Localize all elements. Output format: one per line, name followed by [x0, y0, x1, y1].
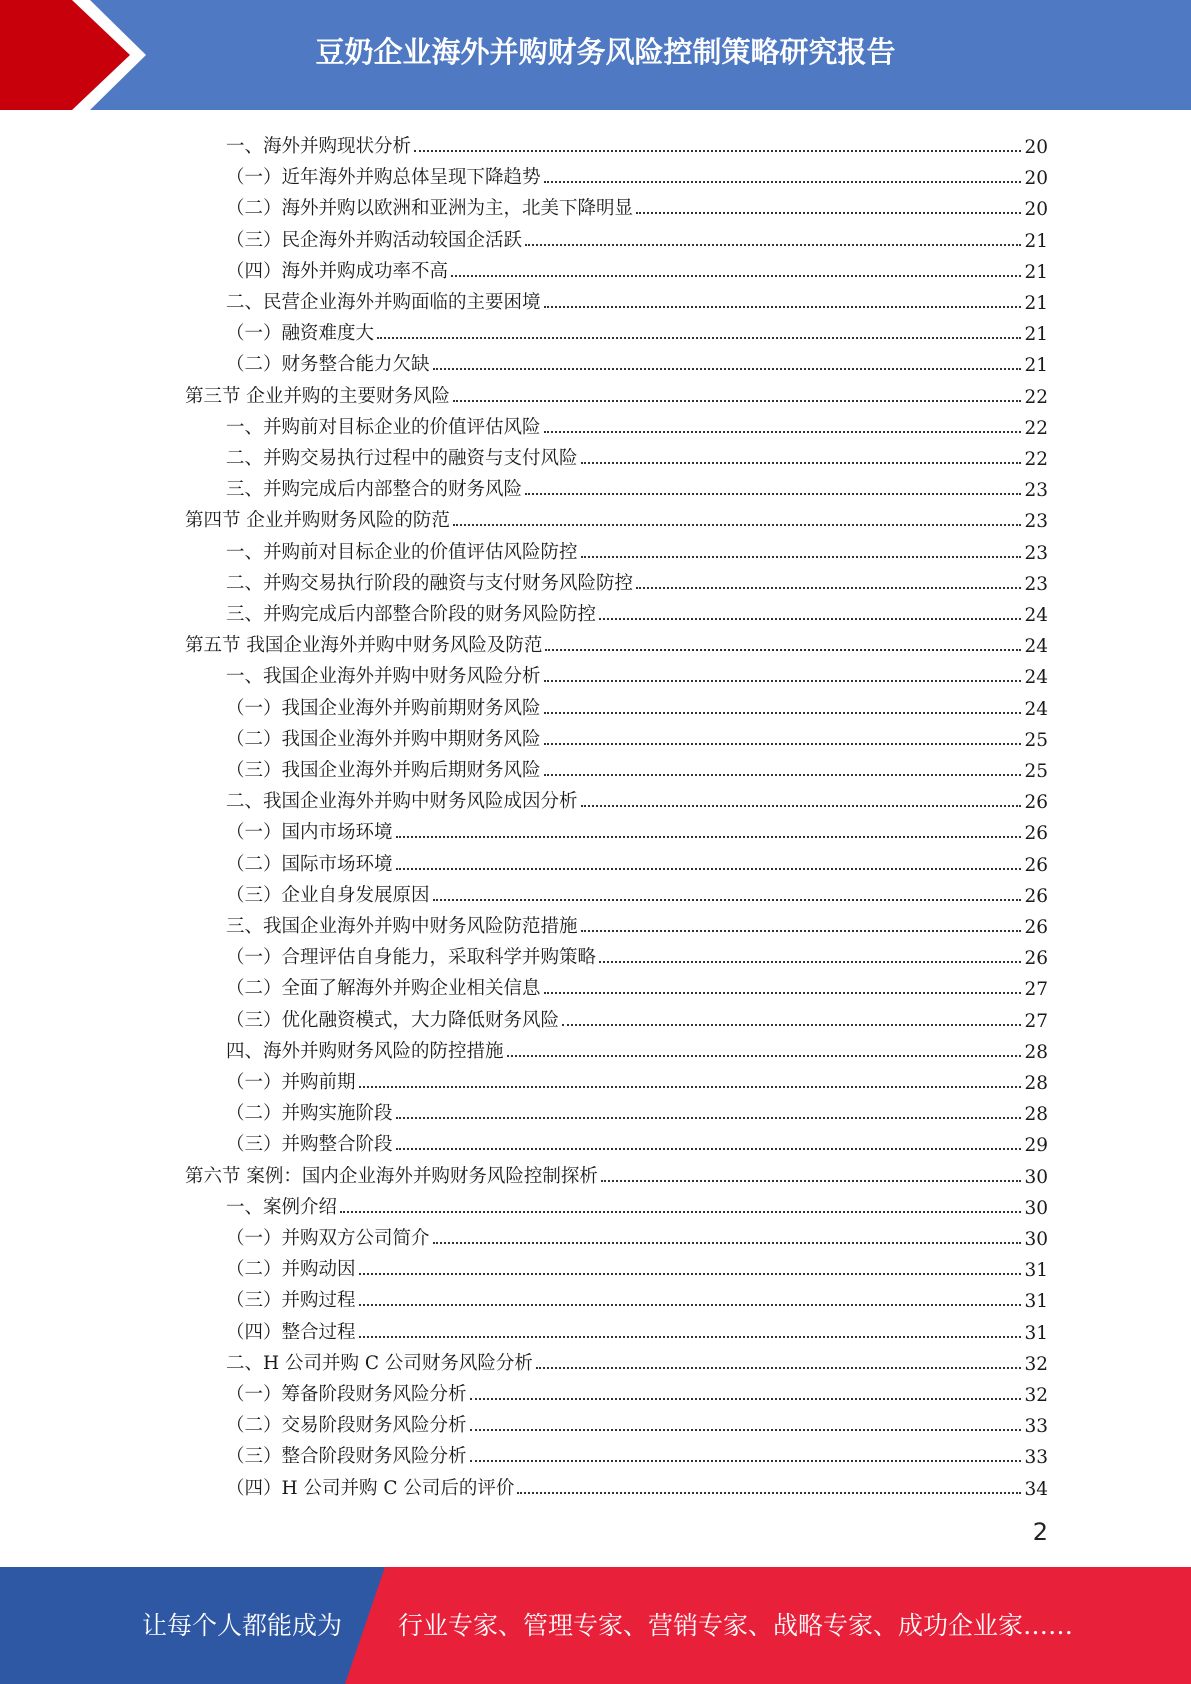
- toc-entry-page: 28: [1024, 1041, 1048, 1063]
- toc-entry[interactable]: [226, 533, 1048, 564]
- toc-entry[interactable]: [226, 1063, 1048, 1094]
- toc-entry-title: 一、我国企业海外并购中财务风险分析: [226, 666, 541, 688]
- toc-entry-page: 24: [1024, 698, 1048, 720]
- toc-entry-page: 23: [1024, 480, 1048, 502]
- toc-entry[interactable]: [226, 1313, 1048, 1344]
- toc-dot-leader: [414, 149, 1021, 152]
- toc-entry-page: 30: [1024, 1197, 1048, 1219]
- toc-dot-leader: [359, 1272, 1022, 1275]
- toc-entry[interactable]: [226, 1094, 1048, 1125]
- footer-slogan-left: 让每个人都能成为: [142, 1611, 343, 1640]
- page-footer: [0, 1567, 1191, 1684]
- toc-entry-page: 26: [1024, 917, 1048, 938]
- toc-entry-title: （一）合理评估自身能力，采取科学并购策略: [226, 947, 597, 969]
- toc-entry[interactable]: [226, 595, 1048, 626]
- toc-dot-leader: [581, 555, 1022, 558]
- toc-entry-title: （四）整合过程: [226, 1321, 356, 1343]
- toc-dot-leader: [636, 586, 1021, 589]
- toc-entry-title: （四）H 公司并购 C 公司后的评价: [226, 1477, 515, 1499]
- toc-entry-title: （二）我国企业海外并购中期财务风险: [226, 728, 541, 750]
- toc-entry-title: （四）海外并购成功率不高: [226, 260, 449, 282]
- page-number: 2: [1032, 1518, 1048, 1546]
- toc-entry-page: 25: [1024, 761, 1048, 782]
- toc-entry[interactable]: [185, 1157, 1048, 1188]
- toc-dot-leader: [544, 991, 1022, 994]
- footer-slogan-right: 行业专家、管理专家、营销专家、战略专家、成功企业家……: [398, 1611, 1074, 1640]
- toc-entry[interactable]: [226, 1469, 1048, 1500]
- toc-entry[interactable]: [226, 1125, 1048, 1156]
- toc-dot-leader: [396, 867, 1022, 870]
- toc-dot-leader: [453, 523, 1022, 526]
- toc-entry[interactable]: [185, 377, 1048, 408]
- toc-entry[interactable]: [226, 283, 1048, 314]
- toc-entry[interactable]: [226, 845, 1048, 876]
- toc-entry[interactable]: [226, 813, 1048, 844]
- toc-entry-title: 第三节 企业并购的主要财务风险: [185, 385, 450, 407]
- toc-entry-page: 23: [1024, 573, 1048, 595]
- toc-entry-page: 31: [1024, 1322, 1048, 1344]
- toc-entry[interactable]: [226, 189, 1048, 220]
- toc-entry[interactable]: [226, 158, 1048, 189]
- toc-entry-page: 32: [1024, 1353, 1048, 1375]
- toc-entry-title: 二、并购交易执行过程中的融资与支付风险: [226, 448, 578, 469]
- toc-entry-title: 一、案例介绍: [226, 1196, 338, 1218]
- toc-entry-page: 21: [1024, 261, 1048, 283]
- toc-entry-page: 30: [1024, 1166, 1048, 1188]
- toc-entry[interactable]: [226, 314, 1048, 345]
- toc-dot-leader: [396, 1116, 1022, 1119]
- toc-entry-title: （二）并购动因: [226, 1259, 356, 1281]
- toc-entry-title: 一、海外并购现状分析: [226, 136, 412, 157]
- toc-entry[interactable]: [226, 1032, 1048, 1063]
- toc-entry-page: 28: [1024, 1104, 1048, 1126]
- toc-dot-leader: [451, 274, 1021, 277]
- toc-entry-page: 27: [1024, 1010, 1048, 1032]
- toc-entry-page: 31: [1024, 1291, 1048, 1313]
- toc-entry-title: （一）近年海外并购总体呈现下降趋势: [226, 167, 541, 189]
- toc-entry-page: 34: [1024, 1478, 1048, 1500]
- toc-dot-leader: [545, 648, 1021, 651]
- toc-entry-page: 21: [1024, 230, 1048, 252]
- toc-entry-title: （一）融资难度大: [226, 323, 375, 345]
- toc-dot-leader: [470, 1397, 1022, 1400]
- toc-entry-page: 25: [1024, 729, 1048, 751]
- toc-dot-leader: [536, 1366, 1022, 1369]
- toc-dot-leader: [544, 305, 1022, 308]
- toc-entry-title: （三）民企海外并购活动较国企活跃: [226, 229, 523, 251]
- toc-dot-leader: [470, 1428, 1022, 1431]
- toc-entry[interactable]: [226, 689, 1048, 720]
- toc-dot-leader: [544, 679, 1022, 682]
- toc-entry[interactable]: [226, 1188, 1048, 1219]
- toc-entry-page: 32: [1024, 1385, 1048, 1406]
- toc-entry-page: 26: [1024, 854, 1048, 876]
- toc-entry-page: 20: [1024, 137, 1048, 158]
- toc-dot-leader: [340, 1210, 1021, 1213]
- toc-entry-title: 四、海外并购财务风险的防控措施: [226, 1040, 504, 1062]
- toc-entry[interactable]: [226, 657, 1048, 688]
- toc-entry[interactable]: [226, 1001, 1048, 1032]
- toc-entry[interactable]: [226, 345, 1048, 376]
- toc-entry-page: 26: [1024, 792, 1048, 814]
- toc-entry[interactable]: [226, 1344, 1048, 1375]
- toc-entry-page: 24: [1024, 636, 1048, 658]
- toc-dot-leader: [544, 430, 1022, 433]
- toc-entry-title: 二、并购交易执行阶段的融资与支付财务风险防控: [226, 572, 634, 594]
- toc-entry[interactable]: [226, 1437, 1048, 1468]
- toc-entry-page: 28: [1024, 1073, 1048, 1094]
- toc-entry[interactable]: [226, 1406, 1048, 1437]
- toc-entry-title: 一、并购前对目标企业的价值评估风险: [226, 416, 541, 438]
- toc-entry-page: 20: [1024, 199, 1048, 221]
- toc-dot-leader: [517, 1491, 1021, 1494]
- toc-entry-page: 20: [1024, 168, 1048, 190]
- toc-entry-title: （三）企业自身发展原因: [226, 884, 430, 906]
- toc-entry-page: 26: [1024, 885, 1048, 907]
- toc-entry-title: 三、并购完成后内部整合的财务风险: [226, 479, 523, 501]
- toc-entry-page: 21: [1024, 355, 1048, 377]
- toc-entry[interactable]: [226, 907, 1048, 938]
- toc-entry-page: 22: [1024, 449, 1048, 470]
- toc-entry-page: 33: [1024, 1447, 1048, 1469]
- toc-entry-title: 第四节 企业并购财务风险的防范: [185, 510, 450, 532]
- toc-dot-leader: [599, 960, 1021, 963]
- toc-entry-page: 24: [1024, 605, 1048, 626]
- toc-entry-page: 21: [1024, 293, 1048, 314]
- toc-entry-title: （二）并购实施阶段: [226, 1103, 393, 1125]
- toc-entry-title: （三）优化融资模式，大力降低财务风险: [226, 1009, 560, 1031]
- toc-entry[interactable]: [226, 127, 1048, 158]
- toc-entry[interactable]: [226, 1219, 1048, 1250]
- toc-entry-page: 21: [1024, 324, 1048, 346]
- toc-dot-leader: [377, 336, 1021, 339]
- toc-dot-leader: [601, 1179, 1022, 1182]
- toc-entry[interactable]: [185, 626, 1048, 657]
- toc-entry[interactable]: [226, 1375, 1048, 1406]
- toc-dot-leader: [470, 1459, 1022, 1462]
- toc-entry-title: 一、并购前对目标企业的价值评估风险防控: [226, 541, 578, 563]
- toc-entry-title: （二）财务整合能力欠缺: [226, 354, 430, 376]
- toc-dot-leader: [544, 180, 1022, 183]
- toc-entry[interactable]: [226, 470, 1048, 501]
- toc-entry-page: 23: [1024, 511, 1048, 533]
- toc-dot-leader: [359, 1085, 1022, 1088]
- toc-entry-title: （二）国际市场环境: [226, 853, 393, 875]
- toc-entry[interactable]: [226, 221, 1048, 252]
- toc-entry-title: （一）我国企业海外并购前期财务风险: [226, 697, 541, 719]
- toc-entry-page: 29: [1024, 1135, 1048, 1157]
- toc-entry-page: 24: [1024, 667, 1048, 689]
- toc-entry-title: （二）海外并购以欧洲和亚洲为主，北美下降明显: [226, 198, 634, 220]
- toc-entry[interactable]: [226, 439, 1048, 470]
- toc-entry-title: 三、我国企业海外并购中财务风险防范措施: [226, 916, 578, 937]
- toc-entry-title: （一）国内市场环境: [226, 822, 393, 844]
- toc-dot-leader: [599, 617, 1021, 620]
- toc-entry-title: 第六节 案例：国内企业海外并购财务风险控制探析: [185, 1165, 598, 1187]
- toc-entry-page: 30: [1024, 1229, 1048, 1250]
- toc-dot-leader: [544, 742, 1022, 745]
- toc-entry-title: （三）我国企业海外并购后期财务风险: [226, 760, 541, 781]
- toc-entry-title: （三）并购整合阶段: [226, 1134, 393, 1156]
- toc-entry-page: 22: [1024, 386, 1048, 408]
- toc-entry-page: 22: [1024, 417, 1048, 439]
- toc-dot-leader: [396, 835, 1022, 838]
- toc-entry[interactable]: [226, 938, 1048, 969]
- page-header: [0, 0, 1191, 110]
- toc-entry[interactable]: [226, 751, 1048, 782]
- toc-dot-leader: [581, 804, 1022, 807]
- toc-entry-title: （三）并购过程: [226, 1290, 356, 1312]
- toc-entry-title: （二）交易阶段财务风险分析: [226, 1415, 467, 1437]
- toc-entry-title: 二、H 公司并购 C 公司财务风险分析: [226, 1352, 533, 1374]
- toc-entry[interactable]: [226, 408, 1048, 439]
- toc-entry-page: 26: [1024, 948, 1048, 970]
- toc-entry[interactable]: [226, 1250, 1048, 1281]
- toc-dot-leader: [359, 1335, 1022, 1338]
- toc-entry-page: 26: [1024, 823, 1048, 845]
- toc-entry-title: （一）筹备阶段财务风险分析: [226, 1384, 467, 1405]
- toc-dot-leader: [581, 461, 1022, 464]
- toc-dot-leader: [525, 243, 1021, 246]
- toc-entry-page: 31: [1024, 1260, 1048, 1282]
- toc-entry[interactable]: [226, 876, 1048, 907]
- toc-dot-leader: [507, 1054, 1022, 1057]
- toc-entry[interactable]: [226, 1281, 1048, 1312]
- toc-entry[interactable]: [226, 720, 1048, 751]
- toc-dot-leader: [544, 773, 1022, 776]
- toc-entry[interactable]: [226, 969, 1048, 1000]
- toc-dot-leader: [433, 367, 1022, 370]
- toc-entry[interactable]: [226, 782, 1048, 813]
- toc-entry-page: 33: [1024, 1416, 1048, 1438]
- toc-dot-leader: [581, 929, 1022, 932]
- toc-entry-page: 23: [1024, 542, 1048, 564]
- toc-dot-leader: [562, 1023, 1021, 1026]
- toc-entry[interactable]: [185, 501, 1048, 532]
- toc-entry-title: 二、民营企业海外并购面临的主要困境: [226, 292, 541, 313]
- toc-entry[interactable]: [226, 252, 1048, 283]
- toc-entry-title: （二）全面了解海外并购企业相关信息: [226, 978, 541, 1000]
- toc-dot-leader: [433, 1241, 1022, 1244]
- toc-dot-leader: [359, 1303, 1022, 1306]
- toc-dot-leader: [433, 898, 1022, 901]
- toc-dot-leader: [396, 1147, 1022, 1150]
- toc-dot-leader: [636, 211, 1021, 214]
- toc-entry-title: （三）整合阶段财务风险分析: [226, 1446, 467, 1468]
- toc-entry-title: 第五节 我国企业海外并购中财务风险及防范: [185, 635, 543, 657]
- toc-entry-title: （一）并购双方公司简介: [226, 1228, 430, 1249]
- toc-dot-leader: [544, 711, 1022, 714]
- toc-dot-leader: [453, 399, 1022, 402]
- toc-entry-title: （一）并购前期: [226, 1072, 356, 1093]
- toc-entry-title: 二、我国企业海外并购中财务风险成因分析: [226, 791, 578, 813]
- toc-entry-page: 27: [1024, 979, 1048, 1001]
- toc-entry-title: 三、并购完成后内部整合阶段的财务风险防控: [226, 604, 597, 625]
- toc-dot-leader: [525, 492, 1021, 495]
- document-title: 豆奶企业海外并购财务风险控制策略研究报告: [315, 35, 896, 69]
- toc-entry[interactable]: [226, 564, 1048, 595]
